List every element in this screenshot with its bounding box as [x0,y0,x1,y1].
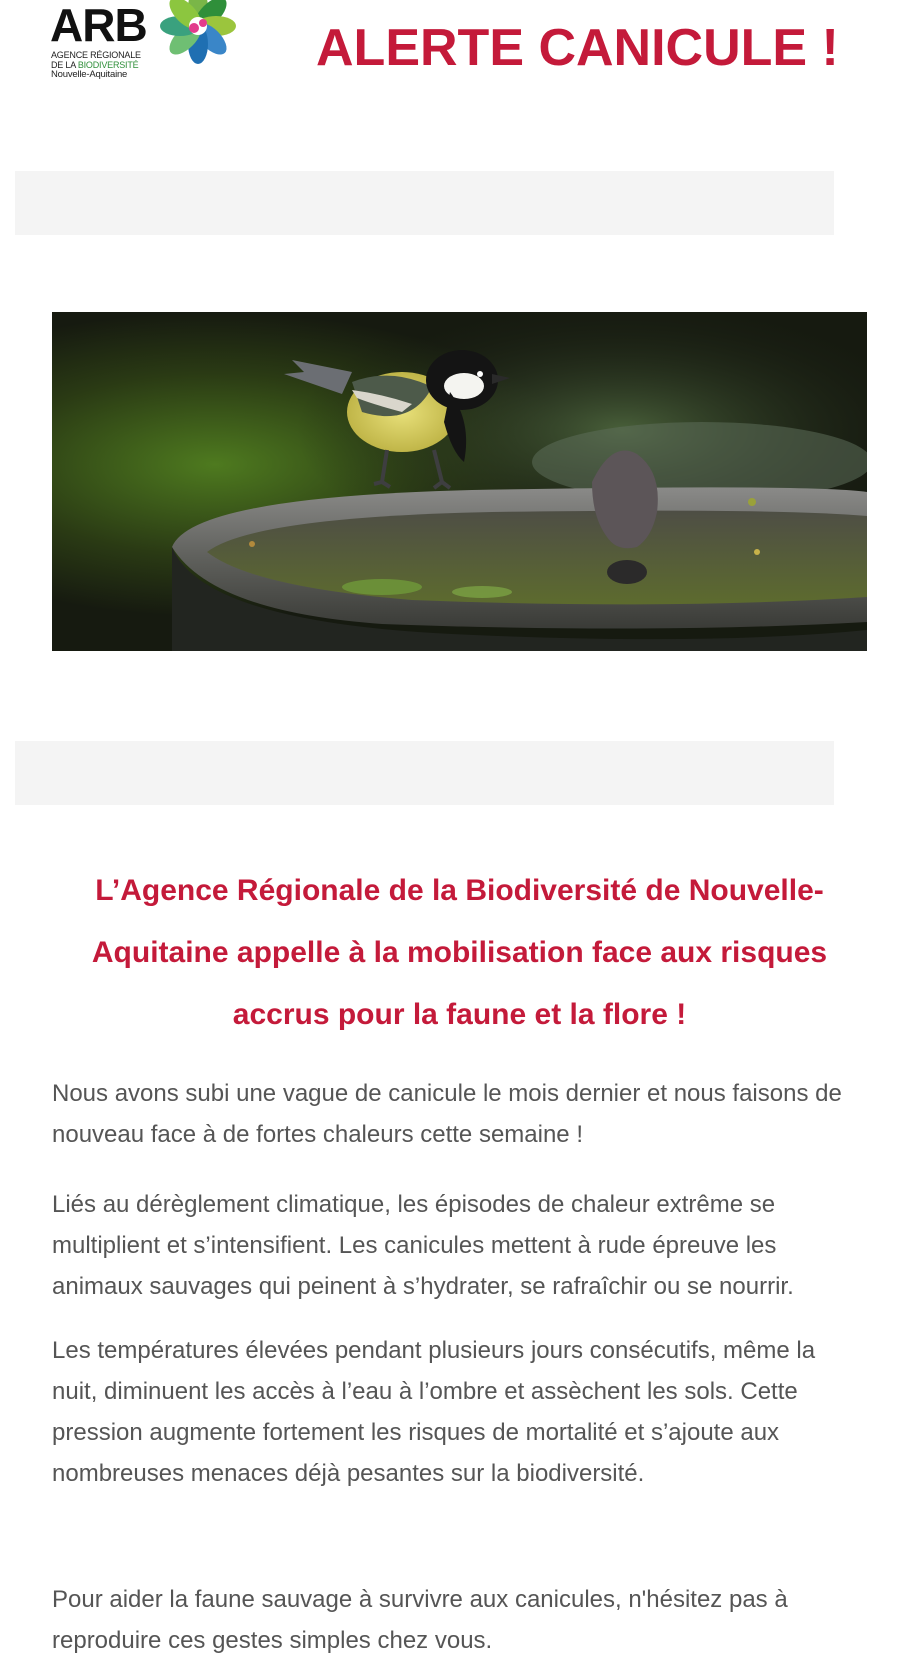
logo-line-prefix: DE LA [51,60,78,70]
placeholder-bar [15,171,834,235]
logo-letters: ARB [50,0,147,51]
hero-image [52,312,867,651]
body-paragraph: Liés au dérèglement climatique, les épisodes de chaleur extrême se multiplient et s’intensifient. Les canicules mettent à rude épreuve les animaux sauvages qui peinent à s’hydrater, se rafraîchir ou se nourrir. [52,1191,794,1300]
placeholder-bar [15,741,834,805]
intro-headline: L’Agence Régionale de la Biodiversité de Nouvelle-Aquitaine appelle à la mobilisation face aux risques accrus pour la faune et la flore ! [91,874,828,1031]
logo-line-accent: BIODIVERSITÉ [77,60,139,70]
arb-logo[interactable] [50,0,200,82]
body-paragraph: Pour aider la faune sauvage à survivre aux canicules, n'hésitez pas à reproduire ces gestes simples chez vous. [52,1586,788,1654]
flower-logo-icon [146,0,250,68]
body-paragraph: Nous avons subi une vague de canicule le mois dernier et nous faisons de nouveau face à de fortes chaleurs cette semaine ! [52,1080,842,1148]
logo-line-region: Nouvelle-Aquitaine [51,69,128,80]
logo-line-agency: AGENCE RÉGIONALE [51,50,141,60]
body-paragraph: Les températures élevées pendant plusieurs jours consécutifs, même la nuit, diminuent les accès à l’eau à l’ombre et assèchent les sols. Cette pression augmente fortement les risques de mortalité et s’ajoute aux nombreuses menaces déjà pesantes sur la biodiversité. [52,1337,816,1487]
bird-on-water-bath-image [52,312,867,651]
email-header [0,0,899,90]
page-title: ALERTE CANICULE ! [316,19,839,77]
